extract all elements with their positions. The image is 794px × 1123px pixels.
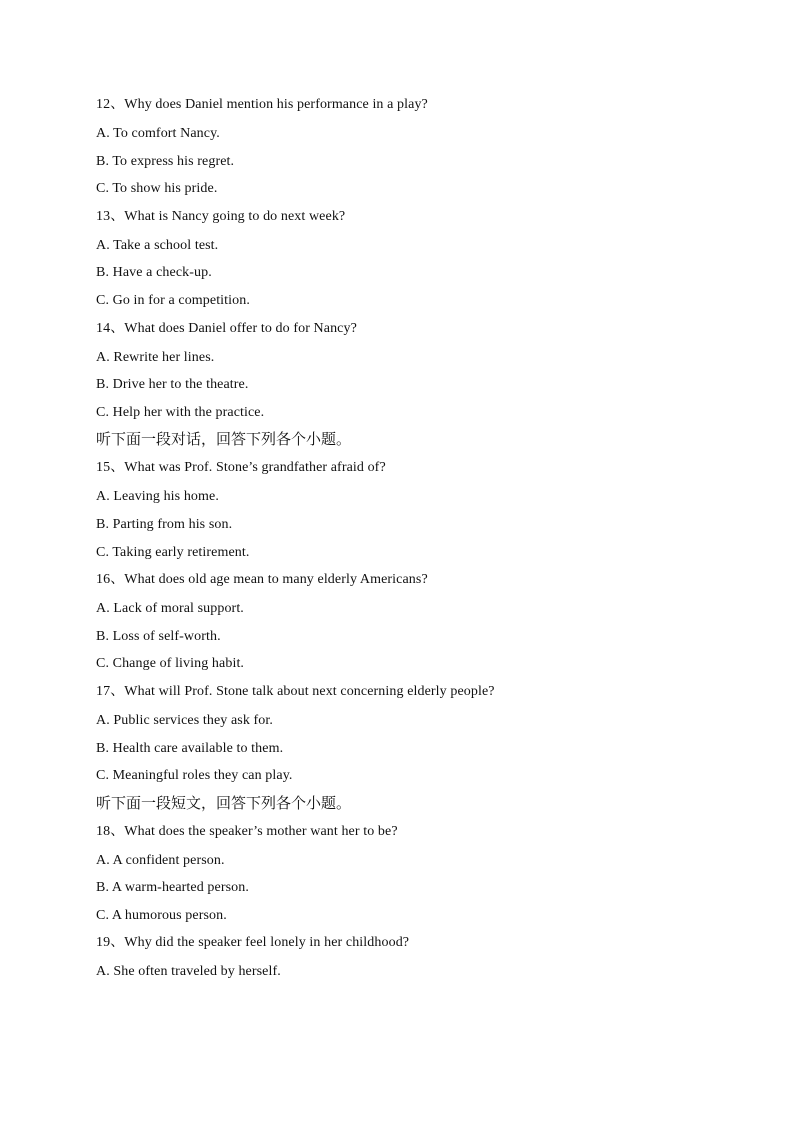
question-14-option-c: C. Help her with the practice. — [96, 404, 265, 420]
question-15-option-b: B. Parting from his son. — [96, 516, 233, 532]
question-15-option-c: C. Taking early retirement. — [96, 544, 250, 560]
question-16-stem: 16、What does old age mean to many elderly Americans? — [96, 572, 428, 588]
section-heading-passage: 听下面一段短文，回答下列各个小题。 — [96, 793, 352, 812]
question-list — [96, 96, 716, 991]
question-17-option-a: A. Public services they ask for. — [96, 712, 273, 728]
question-16-option-b: B. Loss of self-worth. — [96, 628, 221, 644]
question-14-stem: 14、What does Daniel offer to do for Nancy? — [96, 320, 357, 336]
question-12-stem: 12、Why does Daniel mention his performance in a play? — [96, 97, 428, 112]
question-13-stem: 13、What is Nancy going to do next week? — [96, 208, 346, 224]
question-19-option-a: A. She often traveled by herself. — [96, 964, 281, 980]
question-17-stem: 17、What will Prof. Stone talk about next concerning elderly people? — [96, 683, 495, 699]
question-16-option-c: C. Change of living habit. — [96, 656, 245, 672]
section-heading-dialogue: 听下面一段对话，回答下列各个小题。 — [96, 430, 352, 449]
question-18-option-c: C. A humorous person. — [96, 907, 227, 923]
question-12-option-c: C. To show his pride. — [96, 181, 218, 197]
question-16-option-a: A. Lack of moral support. — [96, 601, 244, 617]
question-17-option-b: B. Health care available to them. — [96, 740, 284, 756]
question-15-stem: 15、What was Prof. Stone’s grandfather afraid of? — [96, 460, 386, 476]
question-15-option-a: A. Leaving his home. — [96, 489, 219, 505]
question-13-option-a: A. Take a school test. — [96, 237, 219, 253]
question-12-option-a: A. To comfort Nancy. — [96, 126, 220, 141]
question-18-stem: 18、What does the speaker’s mother want her to be? — [96, 823, 398, 839]
question-18-option-a: A. A confident person. — [96, 852, 225, 868]
question-17-option-c: C. Meaningful roles they can play. — [96, 768, 293, 784]
question-13-option-b: B. Have a check-up. — [96, 265, 212, 281]
question-14-option-b: B. Drive her to the theatre. — [96, 377, 249, 393]
question-12-option-b: B. To express his regret. — [96, 153, 235, 169]
question-19-stem: 19、Why did the speaker feel lonely in her childhood? — [96, 935, 410, 951]
question-13-option-c: C. Go in for a competition. — [96, 292, 250, 308]
question-14-option-a: A. Rewrite her lines. — [96, 349, 215, 365]
question-18-option-b: B. A warm-hearted person. — [96, 880, 249, 896]
